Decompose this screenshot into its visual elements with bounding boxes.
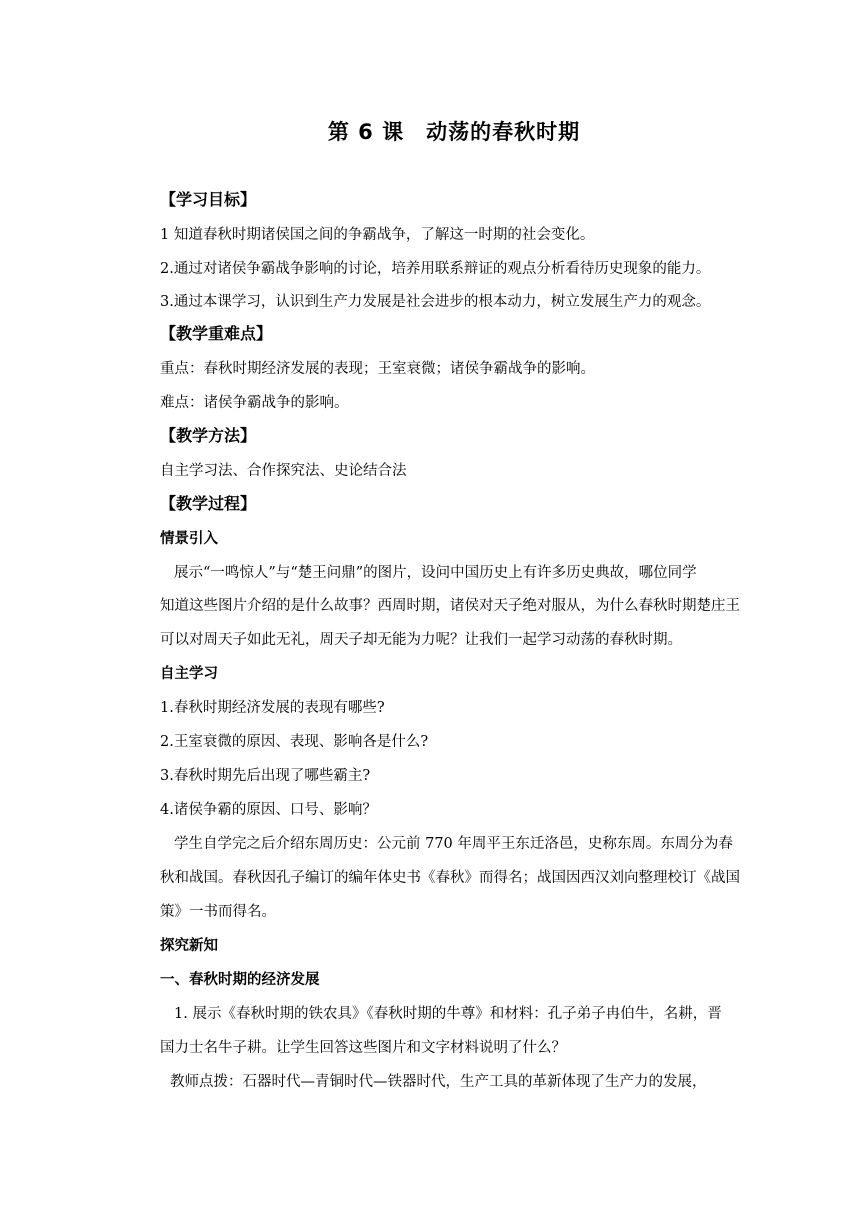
question-1: 1.春秋时期经济发展的表现有哪些? <box>160 700 385 716</box>
question-4: 4.诸侯争霸的原因、口号、影响？ <box>160 802 377 818</box>
lesson-title: 第 6 课 动荡的春秋时期 <box>327 120 581 144</box>
summary-line-3: 策》一书而得名。 <box>160 904 276 920</box>
methods-heading: 【教学方法】 <box>160 426 257 445</box>
intro-line-2: 知道这些图片介绍的是什么故事？西周时期，诸侯对天子绝对服从，为什么春秋时期楚庄王 <box>160 598 740 614</box>
part1-line-1: 1. 展示《春秋时期的铁农具》《春秋时期的牛尊》和材料：孔子弟子冉伯牛，名耕，晋 <box>174 1006 722 1022</box>
objective-item-3: 3.通过本课学习，认识到生产力发展是社会进步的根本动力，树立发展生产力的观念。 <box>160 294 711 310</box>
key-points-heading: 【教学重难点】 <box>160 324 273 343</box>
self-study-heading: 自主学习 <box>160 666 218 682</box>
methods-text: 自主学习法、合作探究法、史论结合法 <box>160 463 407 479</box>
objectives-heading: 【学习目标】 <box>160 190 257 209</box>
question-2: 2.王室衰微的原因、表现、影响各是什么? <box>160 734 429 750</box>
key-point-text: 重点：春秋时期经济发展的表现；王室衰微；诸侯争霸战争的影响。 <box>160 361 595 377</box>
process-heading: 【教学过程】 <box>160 494 257 513</box>
intro-heading: 情景引入 <box>160 531 218 547</box>
intro-line-3: 可以对周天子如此无礼，周天子却无能为力呢？让我们一起学习动荡的春秋时期。 <box>160 632 682 648</box>
question-3: 3.春秋时期先后出现了哪些霸主? <box>160 768 371 784</box>
summary-line-1: 学生自学完之后介绍东周历史：公元前 770 年周平王东迁洛邑，史称东周。东周分为春 <box>174 836 733 852</box>
part1-line-2: 国力士名牛子耕。让学生回答这些图片和文字材料说明了什么？ <box>160 1040 566 1056</box>
explore-heading: 探究新知 <box>160 938 218 954</box>
teacher-note: 教师点拨：石器时代—青铜时代—铁器时代，生产工具的革新体现了生产力的发展， <box>170 1074 707 1090</box>
objective-item-2: 2.通过对诸侯争霸战争影响的讨论，培养用联系辩证的观点分析看待历史现象的能力。 <box>160 261 711 277</box>
difficult-point-text: 难点：诸侯争霸战争的影响。 <box>160 395 349 411</box>
part1-heading: 一、春秋时期的经济发展 <box>160 972 320 988</box>
objective-item-1: 1 知道春秋时期诸侯国之间的争霸战争，了解这一时期的社会变化。 <box>160 227 595 243</box>
summary-line-2: 秋和战国。春秋因孔子编订的编年体史书《春秋》而得名；战国因西汉刘向整理校订《战国 <box>160 870 740 886</box>
intro-line-1: 展示“一鸣惊人”与“楚王问鼎”的图片，设问中国历史上有许多历史典故，哪位同学 <box>174 565 697 581</box>
